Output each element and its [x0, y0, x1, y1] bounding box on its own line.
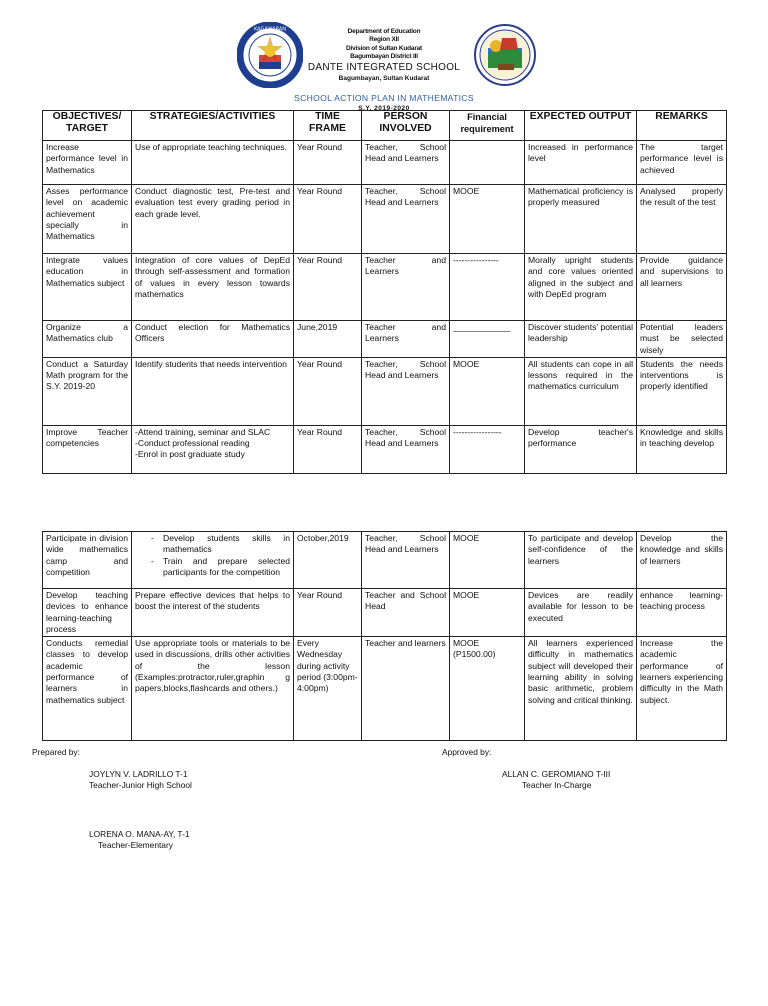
col-time-frame: TIME FRAME — [294, 111, 362, 141]
cell-objective: Asses performance level on academic achievement specially in Mathematics — [43, 185, 132, 254]
cell-output: To participate and develop self-confidence of the learners — [525, 532, 637, 589]
col-remarks: REMARKS — [637, 111, 727, 141]
cell-output: Morally upright students and core values oriented aligned in the subject and with DepEd program — [525, 254, 637, 321]
cell-finance: MOOE — [450, 357, 525, 425]
cell-output: Develop teacher's performance — [525, 425, 637, 473]
cell-person: Teacher, School Head and Learners — [362, 425, 450, 473]
seal-lettering: KAGAWARAN — [253, 26, 287, 33]
action-plan-table-2 — [42, 531, 727, 741]
strategy-item: -Conduct professional reading — [135, 438, 250, 449]
cell-finance: MOOE — [450, 185, 525, 254]
cell-objective: Integrate values education in Mathematics subject — [43, 254, 132, 321]
cell-time: June,2019 — [294, 321, 362, 358]
cell-person: Teacher and Learners — [362, 321, 450, 358]
cell-strategy: Use of appropriate teaching techniques. — [132, 141, 294, 185]
cell-objective: Improve Teacher competencies — [43, 425, 132, 473]
preparer-1-name: JOYLYN V. LADRILLO T-1 — [89, 769, 188, 779]
col-objectives: OBJECTIVES/ TARGET — [43, 111, 132, 141]
cell-output: Devices are readily available for lesson to be executed — [525, 589, 637, 637]
preparer-2-role: Teacher-Elementary — [98, 840, 173, 850]
cell-finance: ---------------- — [450, 254, 525, 321]
cell-finance: MOOE (P1500.00) — [450, 637, 525, 741]
cell-finance: ____________ — [450, 321, 525, 358]
strategy-item: -Attend training, seminar and SLAC — [135, 426, 271, 437]
cell-time: Year Round — [294, 254, 362, 321]
cell-time: Every Wednesday during activity period (3:00pm-4:00pm) — [294, 637, 362, 741]
cell-time: October,2019 — [294, 532, 362, 589]
strategy-item: -Enrol in post graduate study — [135, 449, 245, 460]
cell-person: Teacher, School Head and Learners — [362, 185, 450, 254]
cell-strategy — [132, 425, 294, 473]
cell-person: Teacher, School Head and Learners — [362, 532, 450, 589]
col-person: PERSON INVOLVED — [362, 111, 450, 141]
prepared-by-label: Prepared by: — [32, 747, 80, 757]
cell-time: Year Round — [294, 357, 362, 425]
cell-output: Mathematical proficiency is properly measured — [525, 185, 637, 254]
strategy-item: - Develop students skills in mathematics — [163, 533, 290, 556]
cell-remarks: Analysed properly the result of the test — [637, 185, 727, 254]
table-header-row — [43, 111, 727, 141]
district-name: Bagumbayan District III — [350, 52, 418, 60]
table-row — [43, 532, 727, 589]
cell-finance: ----------------- — [450, 425, 525, 473]
cell-output: All students can cope in all lessons required in the mathematics curriculum — [525, 357, 637, 425]
table-row — [43, 589, 727, 637]
cell-person: Teacher and Learners — [362, 254, 450, 321]
cell-remarks: Students the needs interventions is properly identified — [637, 357, 727, 425]
cell-objective: Conducts remedial classes to develop academic performance of learners in mathematics subject — [43, 637, 132, 741]
action-plan-table-1 — [42, 110, 727, 474]
cell-objective: Participate in division wide mathematics camp and competition — [43, 532, 132, 589]
cell-strategy: Identify students that needs intervention — [132, 357, 294, 425]
strategy-item: - Train and prepare selected participants for the competition — [163, 556, 290, 579]
preparer-2-name: LORENA O. MANA-AY, T-1 — [89, 829, 190, 839]
school-name: DANTE INTEGRATED SCHOOL — [307, 62, 461, 74]
approved-by-label: Approved by: — [442, 747, 492, 757]
col-expected-output: EXPECTED OUTPUT — [525, 111, 637, 141]
table-row — [43, 185, 727, 254]
region-name: Region XII — [369, 36, 399, 44]
cell-remarks: The target performance level is achieved — [637, 141, 727, 185]
dept-name: Department of Education — [347, 28, 421, 35]
cell-remarks: enhance learning-teaching process — [637, 589, 727, 637]
cell-strategy: Use appropriate tools or materials to be used in discussions, drills other activities of the lesson (Examples:protractor,ruler,graphin g papers,blocks,flashcards and others.) — [132, 637, 294, 741]
cell-time: Year Round — [294, 589, 362, 637]
table-row — [43, 637, 727, 741]
table-row — [43, 321, 727, 358]
school-year: S.Y. 2019-2020 — [358, 105, 410, 113]
cell-objective: Develop teaching devices to enhance learning-teaching process — [43, 589, 132, 637]
cell-strategy — [132, 532, 294, 589]
cell-objective: Conduct a Saturday Math program for the S.Y. 2019-20 — [43, 357, 132, 425]
cell-strategy: Conduct election for Mathematics Officers — [132, 321, 294, 358]
table-row — [43, 425, 727, 473]
cell-finance — [450, 141, 525, 185]
cell-remarks: Provide guidance and supervisions to all learners — [637, 254, 727, 321]
cell-strategy: Prepare effective devices that helps to boost the interest of the students — [132, 589, 294, 637]
approver-name: ALLAN C. GEROMIANO T-III — [502, 769, 611, 779]
cell-objective: Increase performance level in Mathematics — [43, 141, 132, 185]
cell-person: Teacher, School Head and Learners — [362, 141, 450, 185]
cell-finance: MOOE — [450, 589, 525, 637]
cell-time: Year Round — [294, 141, 362, 185]
table-row — [43, 357, 727, 425]
plan-title: SCHOOL ACTION PLAN IN MATHEMATICS — [294, 93, 474, 104]
table-row — [43, 141, 727, 185]
col-strategies: STRATEGIES/ACTIVITIES — [132, 111, 294, 141]
cell-person: Teacher and learners — [362, 637, 450, 741]
cell-output: Increased in performance level — [525, 141, 637, 185]
approver-role: Teacher In-Charge — [522, 780, 592, 790]
cell-remarks: Increase the academic performance of learners experiencing difficulty in the Math subject. — [637, 637, 727, 741]
cell-person: Teacher, School Head and Learners — [362, 357, 450, 425]
cell-strategy: Conduct diagnostic test, Pre-test and evaluation test every grading period in each grade level. — [132, 185, 294, 254]
cell-remarks: Develop the knowledge and skills of learners — [637, 532, 727, 589]
division-name: Division of Sultan Kudarat — [345, 44, 423, 52]
document-header — [0, 28, 768, 112]
cell-output: Discover students' potential leadership — [525, 321, 637, 358]
cell-strategy: Integration of core values of DepEd through self-assessment and formation of values in every lesson towards mathematics — [132, 254, 294, 321]
cell-output: All learners experienced difficulty in mathematics subject will developed their learning ability in solving basic arithmetic, problem solving and critical thinking. — [525, 637, 637, 741]
cell-remarks: Knowledge and skills in teaching develop — [637, 425, 727, 473]
col-financial: Financial requirement — [450, 111, 525, 141]
preparer-1-role: Teacher-Junior High School — [89, 780, 192, 790]
cell-time: Year Round — [294, 185, 362, 254]
table-row — [43, 254, 727, 321]
cell-remarks: Potential leaders must be selected wisely — [637, 321, 727, 358]
cell-objective: Organize a Mathematics club — [43, 321, 132, 358]
cell-person: Teacher and School Head — [362, 589, 450, 637]
cell-finance: MOOE — [450, 532, 525, 589]
school-location: Bagumbayan, Sultan Kudarat — [338, 75, 430, 83]
cell-time: Year Round — [294, 425, 362, 473]
